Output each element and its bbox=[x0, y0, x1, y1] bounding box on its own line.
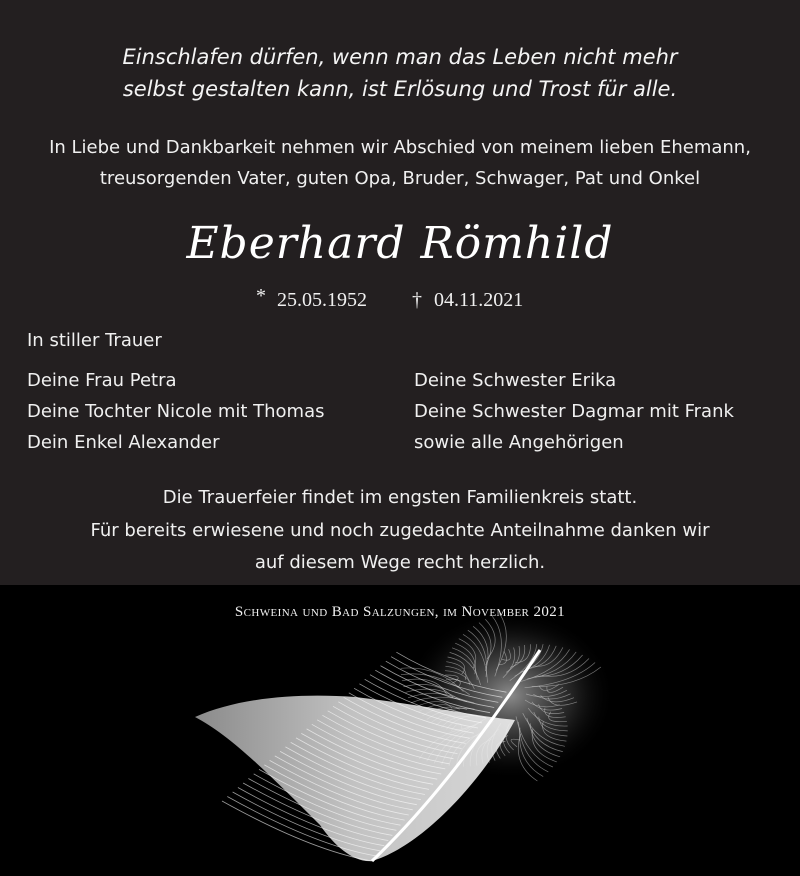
mourner-name: Deine Schwester Dagmar mit Frank bbox=[414, 401, 734, 422]
intro-line-2: treusorgenden Vater, guten Opa, Bruder, Schwager, Pat und Onkel bbox=[99, 168, 701, 189]
feather-illustration bbox=[0, 585, 800, 876]
birth-symbol: * bbox=[256, 285, 266, 307]
mourning-heading: In stiller Trauer bbox=[27, 330, 162, 351]
quote-line-2: selbst gestalten kann, ist Erlösung und Trost für alle. bbox=[122, 77, 678, 101]
quote-line-1: Einschlafen dürfen, wenn man das Leben nicht mehr bbox=[122, 45, 678, 69]
closing-line-1: Die Trauerfeier findet im engsten Familienkreis statt. bbox=[162, 487, 638, 508]
deceased-name: Eberhard Römhild bbox=[186, 218, 614, 269]
birth-date: 25.05.1952 bbox=[277, 289, 367, 311]
mourner-name: Deine Frau Petra bbox=[27, 370, 177, 391]
mourner-name: Deine Schwester Erika bbox=[414, 370, 617, 391]
life-dates bbox=[0, 285, 800, 315]
mourner-name: sowie alle Angehörigen bbox=[414, 432, 624, 453]
death-date: 04.11.2021 bbox=[434, 289, 524, 311]
place-and-date: Schweina und Bad Salzungen, im November 2021 bbox=[234, 604, 566, 620]
intro-line-1: In Liebe und Dankbarkeit nehmen wir Abschied von meinem lieben Ehemann, bbox=[49, 137, 751, 158]
mourners-right-column bbox=[414, 365, 734, 458]
closing-line-3: auf diesem Wege recht herzlich. bbox=[254, 552, 546, 573]
mourner-name: Deine Tochter Nicole mit Thomas bbox=[27, 401, 325, 422]
mourners-left-column bbox=[27, 365, 325, 458]
death-symbol: † bbox=[412, 289, 422, 311]
closing-line-2: Für bereits erwiesene und noch zugedachte Anteilnahme danken wir bbox=[90, 520, 710, 541]
mourner-name: Dein Enkel Alexander bbox=[27, 432, 220, 453]
